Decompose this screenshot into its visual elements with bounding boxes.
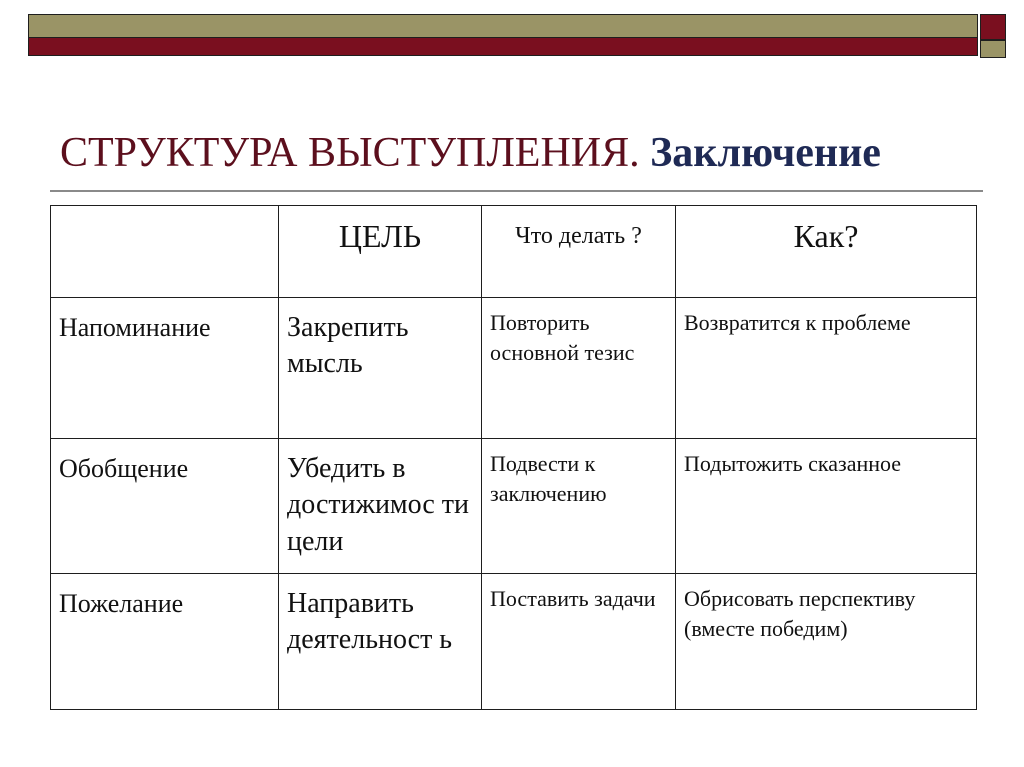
title-divider: [50, 190, 983, 192]
row-how: Возвратится к проблеме: [676, 298, 977, 439]
decorative-top-bar: [28, 14, 978, 56]
corner-red-square: [980, 14, 1006, 40]
row-label: Напоминание: [51, 298, 279, 439]
header-cell-goal: ЦЕЛЬ: [279, 206, 482, 298]
header-cell-how: Как?: [676, 206, 977, 298]
header-cell-empty: [51, 206, 279, 298]
slide-title: [60, 132, 881, 174]
row-how: Обрисовать перспективу (вместе победим): [676, 574, 977, 710]
slide-title-main: СТРУКТУРА ВЫСТУПЛЕНИЯ.: [60, 130, 651, 176]
row-how: Подытожить сказанное: [676, 439, 977, 574]
row-what: Поставить задачи: [482, 574, 676, 710]
top-bar-olive-stripe: [28, 14, 978, 38]
row-label: Обобщение: [51, 439, 279, 574]
conclusion-structure-table: [50, 205, 977, 710]
row-goal: Направить деятельност ь: [279, 574, 482, 710]
row-goal: Убедить в достижимос ти цели: [279, 439, 482, 574]
header-cell-what: Что делать ?: [482, 206, 676, 298]
row-what: Повторить основной тезис: [482, 298, 676, 439]
table-row: [51, 439, 977, 574]
row-what: Подвести к заключению: [482, 439, 676, 574]
top-bar-red-stripe: [28, 38, 978, 56]
table-row: [51, 298, 977, 439]
row-goal: Закрепить мысль: [279, 298, 482, 439]
corner-olive-square: [980, 40, 1006, 58]
row-label: Пожелание: [51, 574, 279, 710]
slide-title-sub: Заключение: [650, 130, 881, 176]
table-header-row: [51, 206, 977, 298]
table-row: [51, 574, 977, 710]
